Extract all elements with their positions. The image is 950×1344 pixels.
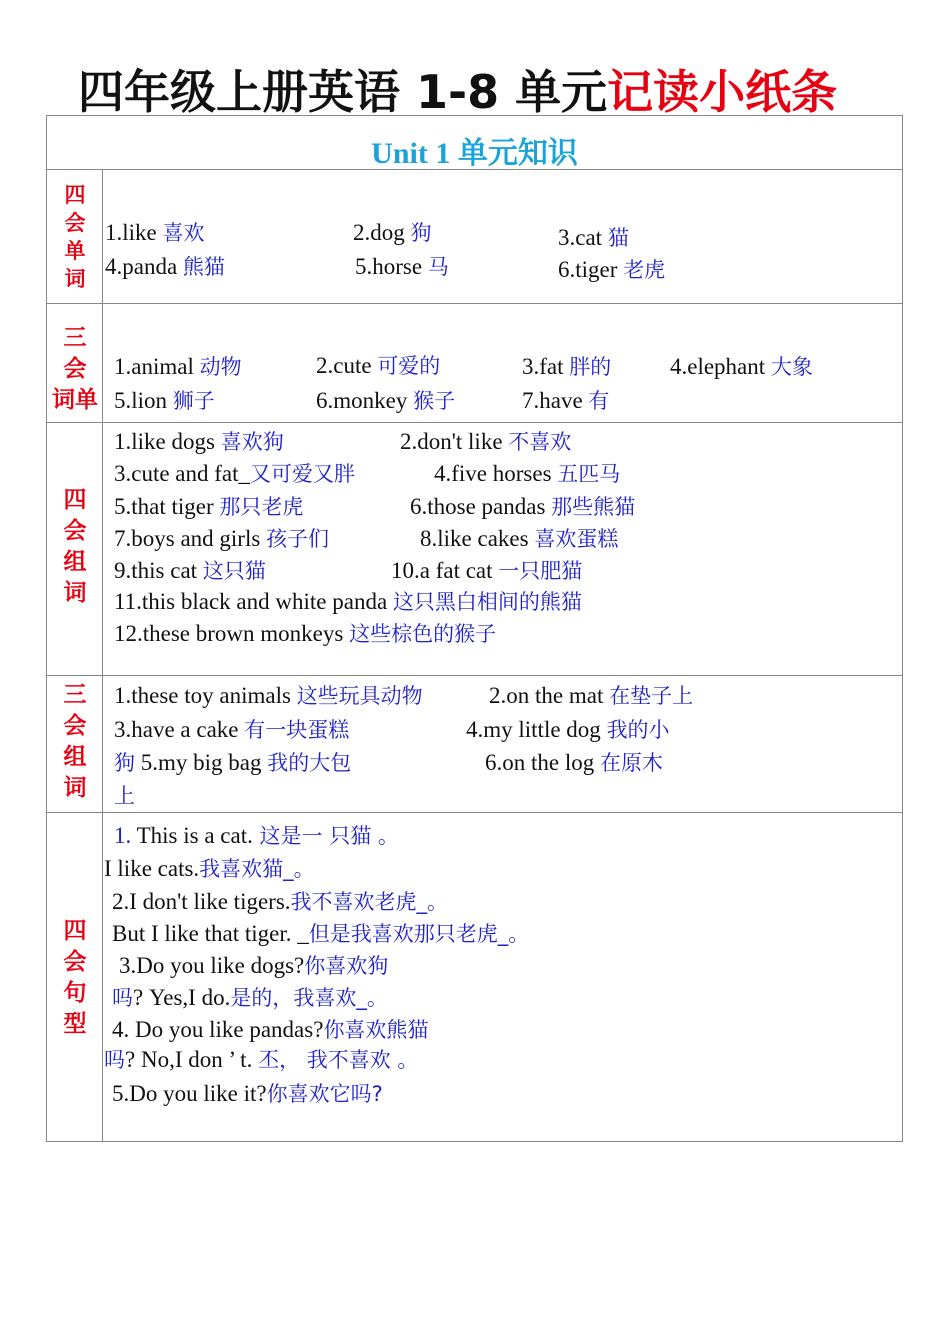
label-four-skill-phrases: 四 会 组 词 — [63, 487, 87, 606]
phrase-item: 11.this black and white panda 这只黑白相间的熊猫 — [114, 589, 582, 614]
word-item: 4.elephant 大象 — [670, 354, 813, 379]
phrase-item: 1.like dogs 喜欢狗 — [114, 429, 284, 454]
row-divider — [46, 422, 903, 423]
phrase-item: 7.boys and girls 孩子们 — [114, 526, 330, 551]
word-item: 5.lion 狮子 — [114, 388, 215, 413]
sentence-item: 吗? Yes,I do.是的，我喜欢_。 — [112, 985, 388, 1010]
word-item: 2.dog 狗 — [353, 220, 432, 245]
phrase-item: 3.have a cake 有一块蛋糕 — [114, 717, 350, 742]
word-item: 1.like 喜欢 — [105, 220, 205, 245]
phrase-item: 4.my little dog 我的小 — [466, 717, 670, 742]
label-three-skill-phrases: 三 会 组 词 — [63, 682, 87, 801]
phrase-item: 上 — [114, 784, 135, 808]
sentence-item: But I like that tiger. _但是我喜欢那只老虎_。 — [112, 921, 530, 946]
row-divider — [46, 675, 903, 676]
phrase-item: 4.five horses 五匹马 — [434, 461, 621, 486]
phrase-item: 12.these brown monkeys 这些棕色的猴子 — [114, 621, 497, 646]
sentence-item: 5.Do you like it?你喜欢它吗? — [112, 1081, 383, 1106]
phrase-item: 2.on the mat 在垫子上 — [489, 683, 694, 708]
row-divider — [46, 812, 903, 813]
row-divider — [46, 303, 903, 304]
sentence-item: 4. Do you like pandas?你喜欢熊猫 — [112, 1017, 429, 1042]
word-item: 5.horse 马 — [355, 254, 449, 279]
label-four-skill-sentences: 四 会 句 型 — [63, 918, 87, 1037]
label-four-skill-words: 四 会 单 词 — [64, 183, 86, 291]
phrase-item: 狗 5.my big bag 我的大包 — [114, 750, 352, 775]
title-highlight: 记读小纸条 — [607, 65, 838, 119]
phrase-item: 5.that tiger 那只老虎 — [114, 494, 304, 519]
word-item: 2.cute 可爱的 — [316, 353, 441, 378]
word-item: 3.cat 猫 — [558, 225, 629, 250]
word-item: 6.monkey 猴子 — [316, 388, 456, 413]
phrase-item: 3.cute and fat_又可爱又胖 — [114, 461, 356, 486]
phrase-item: 6.those pandas 那些熊猫 — [410, 494, 636, 519]
sentence-item: 2.I don't like tigers.我不喜欢老虎_。 — [112, 889, 449, 914]
phrase-item: 2.don't like 不喜欢 — [400, 429, 572, 454]
sentence-item: 3.Do you like dogs?你喜欢狗 — [119, 953, 389, 978]
page-title — [78, 56, 837, 122]
phrase-item: 1.these toy animals 这些玩具动物 — [114, 683, 423, 708]
unit-title: Unit 1 单元知识 — [371, 137, 578, 170]
phrase-item: 10.a fat cat 一只肥猫 — [391, 558, 583, 583]
word-item: 3.fat 胖的 — [522, 354, 612, 379]
sentence-item: 吗? No,I don ’ t. 丕， 我不喜欢 。 — [104, 1047, 419, 1072]
word-item: 6.tiger 老虎 — [558, 257, 666, 282]
phrase-item: 8.like cakes 喜欢蛋糕 — [420, 526, 619, 551]
word-item: 1.animal 动物 — [114, 354, 242, 379]
sentence-item: I like cats.我喜欢猫_。 — [104, 856, 315, 881]
title-main: 四年级上册英语 1-8 单元 — [78, 65, 608, 119]
phrase-item: 6.on the log 在原木 — [485, 750, 663, 775]
label-three-skill-words: 三 会 词单 — [52, 325, 98, 413]
word-item: 7.have 有 — [522, 388, 610, 413]
phrase-item: 9.this cat 这只猫 — [114, 558, 266, 583]
sentence-item: 1. This is a cat. 这是一 只猫 。 — [114, 823, 399, 848]
word-item: 4.panda 熊猫 — [105, 254, 225, 279]
